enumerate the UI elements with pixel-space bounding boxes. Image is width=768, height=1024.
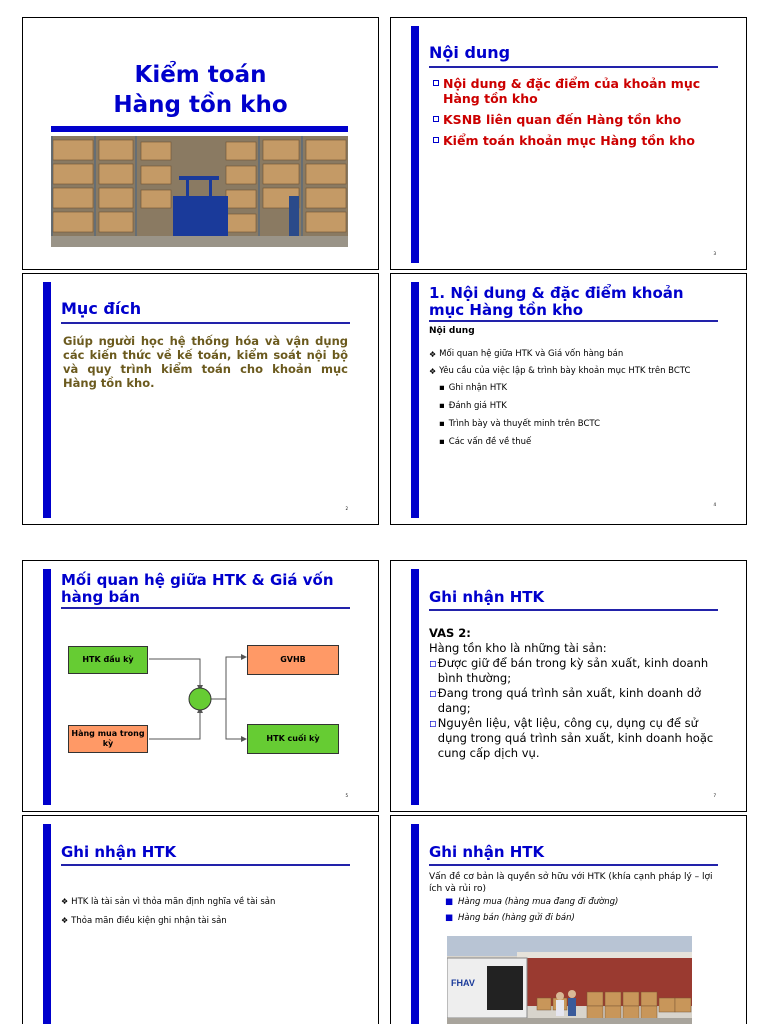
list-item: ▫ Đang trong quá trình sản xuất, kinh doanh dở dang; <box>429 686 702 715</box>
contents-list <box>433 76 716 148</box>
slide-title: Ghi nhận HTK <box>61 843 177 861</box>
diamond-bullet-icon: ❖ <box>61 897 69 906</box>
square-bullet-icon <box>433 80 439 86</box>
accent-bar <box>411 569 419 805</box>
slide-content-features <box>390 273 747 525</box>
slide-objective <box>22 273 379 525</box>
bullet-list <box>429 349 716 455</box>
title-rule <box>51 126 348 132</box>
accent-bar <box>411 824 419 1024</box>
list-item: Nội dung & đặc điểm của khoản mục Hàng tồn kho <box>433 76 716 106</box>
sub-item: ▪ Đánh giá HTK <box>439 401 507 411</box>
square-bullet-icon: ■ <box>445 913 454 923</box>
slide-title: Mối quan hệ giữa HTK & Giá vốn hàng bán <box>61 571 334 606</box>
diamond-bullet-icon: ❖ <box>429 367 437 376</box>
bullet-list <box>61 896 358 927</box>
sub-item: ▪ Trình bày và thuyết minh trên BCTC <box>439 419 601 429</box>
sub-item: ▪ Các vấn đề về thuế <box>439 437 532 447</box>
slide-recognition-vas2 <box>390 560 747 812</box>
list-item: ▫ Được giữ để bán trong kỳ sản xuất, kinh doanh bình thường; <box>429 656 709 685</box>
vas2-text <box>429 626 716 761</box>
slide-title <box>22 17 379 270</box>
section-subtitle: Nội dung <box>429 326 475 336</box>
diamond-bullet-icon: ❖ <box>61 916 69 925</box>
square-bullet-icon: ▪ <box>439 383 445 393</box>
list-item: KSNB liên quan đến Hàng tồn kho <box>433 112 716 127</box>
list-item: ❖ Thỏa mãn điều kiện ghi nhận tài sản <box>61 916 227 926</box>
square-bullet-icon: ▪ <box>439 437 445 447</box>
list-item: ❖ Yêu cầu của việc lập & trình bày khoản mục HTK trên BCTC <box>429 366 691 376</box>
ownership-list <box>445 897 716 924</box>
slide-number: 5 <box>345 793 348 798</box>
list-item: ■ Hàng mua (hàng mua đang đi đường) <box>445 897 619 907</box>
square-bullet-icon: ■ <box>445 897 454 907</box>
title-rule <box>61 322 350 324</box>
slide-number: 2 <box>345 506 348 511</box>
square-bullet-icon: ▫ <box>429 686 437 700</box>
slide-title: Nội dung <box>429 43 511 62</box>
slide-relationship-diagram <box>22 560 379 812</box>
accent-bar <box>43 282 51 518</box>
square-bullet-icon <box>433 116 439 122</box>
slide-recognition-asset <box>22 815 379 1024</box>
box-closing-inventory: HTK cuối kỳ <box>247 724 339 754</box>
ownership-intro: Vấn đề cơ bản là quyền sở hữu với HTK (khía cạnh pháp lý – lợi ích và rủi ro) <box>429 872 713 894</box>
square-bullet-icon <box>433 137 439 143</box>
warehouse-photo <box>51 136 348 247</box>
slide-recognition-ownership <box>390 815 747 1024</box>
accent-bar <box>411 26 419 263</box>
title-rule <box>429 609 718 611</box>
junction-circle <box>189 688 211 710</box>
slide-number: 3 <box>713 251 716 256</box>
square-bullet-icon: ▪ <box>439 419 445 429</box>
slide-title: Ghi nhận HTK <box>429 588 545 606</box>
flow-connectors <box>23 561 379 812</box>
svg-text:FHAV: FHAV <box>451 978 475 988</box>
title-line-1: Kiểm toán <box>134 62 267 88</box>
slide-number: 7 <box>713 793 716 798</box>
sub-item: ▪ Ghi nhận HTK <box>439 383 508 393</box>
vas-heading: VAS 2: <box>429 626 471 640</box>
title-line-2: Hàng tồn kho <box>113 92 288 118</box>
box-cogs: GVHB <box>247 645 339 675</box>
square-bullet-icon: ▫ <box>429 656 437 670</box>
objective-text: Giúp người học hệ thống hóa và vận dụng các kiến thức về kế toán, kiểm soát nội bộ và quy trình kiểm toán cho khoản mục Hàng tồn kho. <box>63 334 348 390</box>
slide-title: Mục đích <box>61 299 142 318</box>
loading-dock-photo <box>447 936 692 1024</box>
title-rule <box>429 320 718 322</box>
square-bullet-icon: ▫ <box>429 716 437 730</box>
list-item: ■ Hàng bán (hàng gửi đi bán) <box>445 913 575 923</box>
diamond-bullet-icon: ❖ <box>429 350 437 359</box>
accent-bar <box>411 282 419 518</box>
slide-number: 4 <box>713 502 716 507</box>
box-purchases: Hàng mua trong kỳ <box>68 725 148 753</box>
slide-title: 1. Nội dung & đặc điểm khoản mục Hàng tồn kho <box>429 284 684 319</box>
slide-contents <box>390 17 747 270</box>
box-opening-inventory: HTK đầu kỳ <box>68 646 148 674</box>
accent-bar <box>43 824 51 1024</box>
title-rule <box>429 864 718 866</box>
slide-title: Ghi nhận HTK <box>429 843 545 861</box>
list-item: ▫ Nguyên liệu, vật liệu, công cụ, dụng cụ để sử dụng trong quá trình sản xuất, kinh doanh hoặc cung cấp dịch vụ. <box>429 716 714 760</box>
list-item: ❖ Mối quan hệ giữa HTK và Giá vốn hàng bán <box>429 349 624 359</box>
list-item: Kiểm toán khoản mục Hàng tồn kho <box>433 133 716 148</box>
title-rule <box>61 864 350 866</box>
square-bullet-icon: ▪ <box>439 401 445 411</box>
title-rule <box>429 66 718 68</box>
list-item: ❖ HTK là tài sản vì thỏa mãn định nghĩa về tài sản <box>61 897 276 907</box>
vas-intro: Hàng tồn kho là những tài sản: <box>429 641 607 655</box>
